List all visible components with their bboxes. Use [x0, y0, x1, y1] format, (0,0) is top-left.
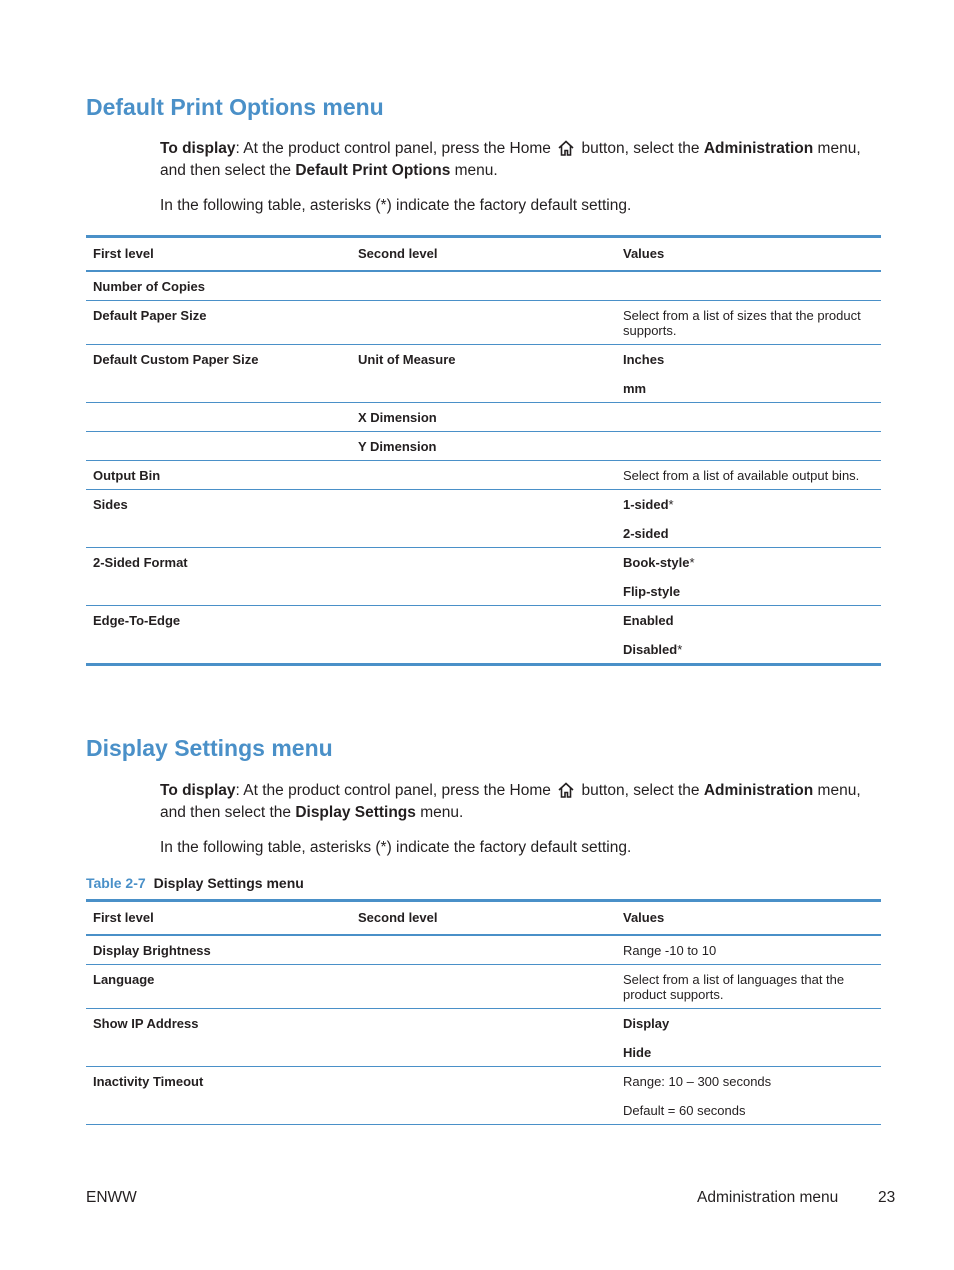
home-icon — [557, 139, 575, 157]
first-level-cell — [86, 403, 351, 432]
asterisk-note-2: In the following table, asterisks (*) indicate the factory default setting. — [160, 839, 632, 856]
section-title-default-print-options: Default Print Options menu — [86, 94, 384, 120]
first-level-cell: Edge-To-Edge — [86, 606, 351, 665]
header-second-level: Second level — [351, 237, 616, 272]
first-level-cell: Default Paper Size — [86, 301, 351, 345]
intro-paragraph-2: To display: At the product control panel, press the Home button, select the Administration menu, and then select the Display Settings menu. — [160, 782, 861, 821]
intro-label: To display — [160, 782, 236, 799]
second-level-cell — [351, 490, 616, 548]
intro-label: To display — [160, 140, 236, 157]
home-icon — [557, 781, 575, 799]
header-values: Values — [616, 901, 881, 936]
value-item: Disabled* — [623, 642, 683, 657]
table-row — [86, 432, 881, 461]
table-row — [86, 461, 881, 490]
first-level-cell — [86, 432, 351, 461]
intro-paragraph-1: To display: At the product control panel, press the Home button, select the Administration menu, and then select the Default Print Options menu. — [160, 140, 861, 179]
table-row — [86, 1009, 881, 1067]
first-level-cell: 2-Sided Format — [86, 548, 351, 606]
first-level-cell: Number of Copies — [86, 271, 351, 301]
header-first-level: First level — [86, 237, 351, 272]
first-level-cell: Sides — [86, 490, 351, 548]
table-row — [86, 490, 881, 548]
values-cell — [616, 965, 881, 1009]
values-cell — [616, 301, 881, 345]
value-item: Book-style* — [623, 555, 695, 570]
value-item: Display — [623, 1016, 670, 1031]
first-level-cell: Display Brightness — [86, 935, 351, 965]
second-level-cell: Unit of Measure — [351, 345, 616, 403]
values-cell — [616, 490, 881, 548]
value-item: 1-sided* — [623, 497, 674, 512]
display-settings-table — [86, 899, 881, 1125]
second-level-cell — [351, 935, 616, 965]
table-row — [86, 1067, 881, 1125]
first-level-cell: Show IP Address — [86, 1009, 351, 1067]
second-level-cell — [351, 461, 616, 490]
first-level-cell: Inactivity Timeout — [86, 1067, 351, 1125]
value-item: Flip-style — [623, 584, 681, 599]
value-item: Select from a list of languages that the product supports. — [623, 972, 845, 1002]
value-item: Range -10 to 10 — [623, 943, 717, 958]
second-level-cell: X Dimension — [351, 403, 616, 432]
table-caption-number: Table 2-7 — [86, 875, 146, 891]
second-level-cell: Y Dimension — [351, 432, 616, 461]
header-second-level: Second level — [351, 901, 616, 936]
footer-left: ENWW — [86, 1189, 137, 1206]
table-caption — [86, 875, 304, 891]
default-asterisk: * — [689, 555, 695, 570]
values-cell — [616, 935, 881, 965]
second-level-cell — [351, 271, 616, 301]
second-level-cell — [351, 1067, 616, 1125]
table-row — [86, 606, 881, 665]
header-first-level: First level — [86, 901, 351, 936]
values-cell — [616, 606, 881, 665]
first-level-cell: Language — [86, 965, 351, 1009]
first-level-cell: Default Custom Paper Size — [86, 345, 351, 403]
table-caption-text: Display Settings menu — [153, 875, 304, 891]
header-values: Values — [616, 237, 881, 272]
footer-section-name: Administration menu — [697, 1189, 839, 1206]
first-level-cell: Output Bin — [86, 461, 351, 490]
value-item: Select from a list of available output bins. — [623, 468, 860, 483]
table-row — [86, 935, 881, 965]
value-item: 2-sided — [623, 526, 669, 541]
values-cell — [616, 271, 881, 301]
values-cell — [616, 1009, 881, 1067]
table-row — [86, 301, 881, 345]
values-cell — [616, 461, 881, 490]
table-row — [86, 965, 881, 1009]
section-title-display-settings: Display Settings menu — [86, 735, 333, 761]
default-print-options-table — [86, 235, 881, 666]
values-cell — [616, 345, 881, 403]
table-row — [86, 271, 881, 301]
second-level-cell — [351, 606, 616, 665]
asterisk-note-1: In the following table, asterisks (*) indicate the factory default setting. — [160, 197, 632, 214]
second-level-cell — [351, 965, 616, 1009]
second-level-cell — [351, 301, 616, 345]
default-asterisk: * — [668, 497, 674, 512]
value-item: Enabled — [623, 613, 674, 628]
value-item: Range: 10 – 300 seconds — [623, 1074, 772, 1089]
value-item: mm — [623, 381, 647, 396]
table-header-row — [86, 237, 881, 272]
value-item: Hide — [623, 1045, 652, 1060]
second-level-cell — [351, 548, 616, 606]
table-header-row — [86, 901, 881, 936]
values-cell — [616, 1067, 881, 1125]
value-item: Default = 60 seconds — [623, 1103, 746, 1118]
footer-page-number: 23 — [878, 1189, 896, 1206]
default-asterisk: * — [677, 642, 683, 657]
values-cell — [616, 403, 881, 432]
values-cell — [616, 432, 881, 461]
value-item: Inches — [623, 352, 665, 367]
table-row — [86, 345, 881, 403]
second-level-cell — [351, 1009, 616, 1067]
table-row — [86, 548, 881, 606]
values-cell — [616, 548, 881, 606]
value-item: Select from a list of sizes that the product supports. — [623, 308, 861, 338]
table-row — [86, 403, 881, 432]
